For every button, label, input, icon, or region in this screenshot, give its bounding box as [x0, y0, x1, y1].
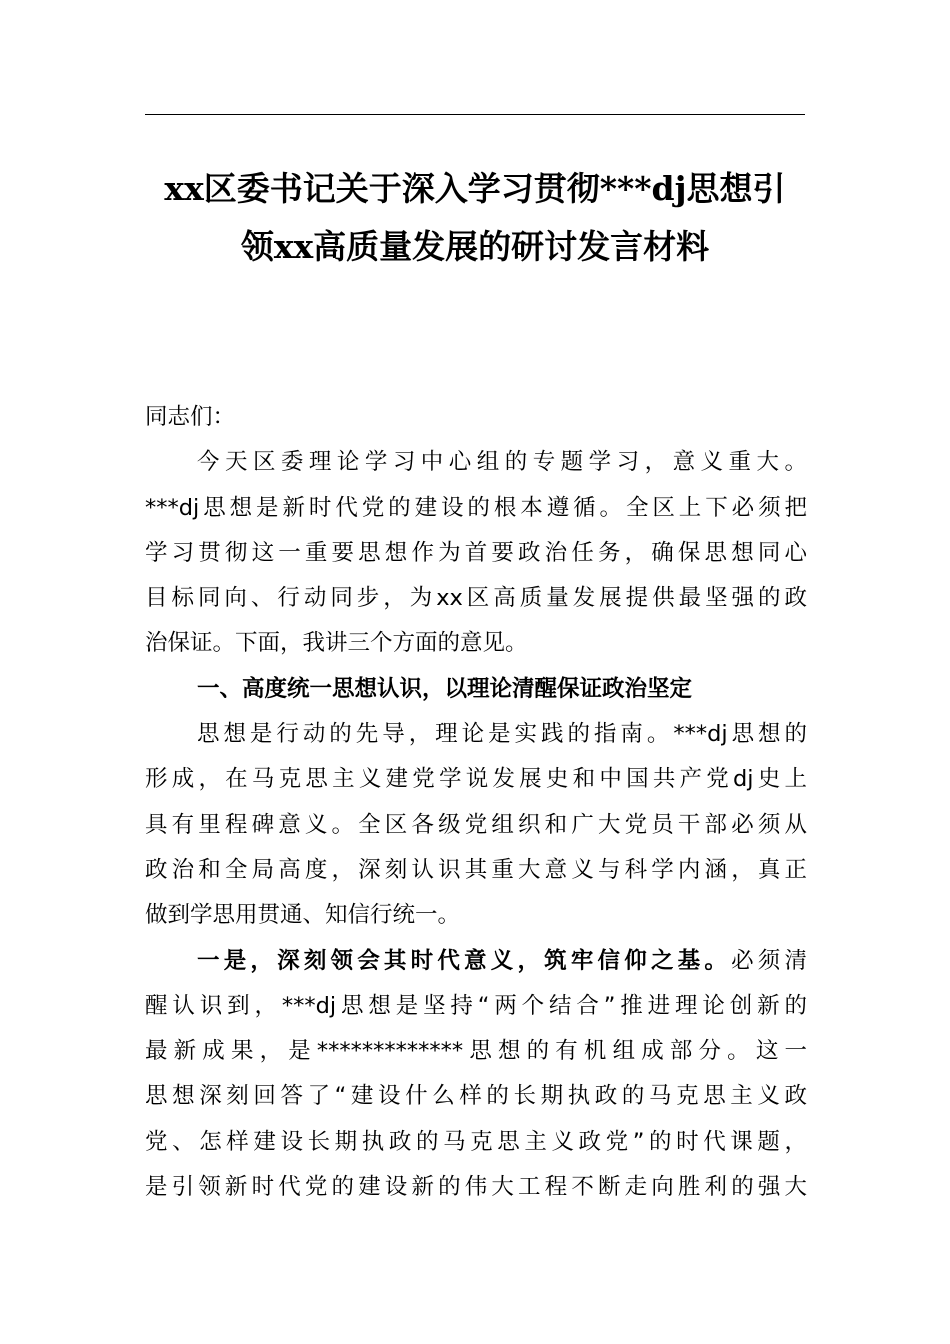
paragraph-2-line-1: 思想是行动的先导，理论是实践的指南。***dj思想的 — [197, 721, 807, 748]
paragraph-2-line-3: 具有里程碑意义。全区各级党组织和广大党员干部必须从 — [145, 811, 807, 838]
title-line-1: xx区委书记关于深入学习贯彻***dj思想引 — [164, 169, 786, 208]
paragraph-3-line-4: 思想深刻回答了“建设什么样的长期执政的马克思主义政 — [145, 1083, 807, 1110]
document-title — [145, 160, 805, 276]
paragraph-2-line-4: 政治和全局高度，深刻认识其重大意义与科学内涵，真正 — [145, 856, 807, 883]
paragraph-1-line-1: 今天区委理论学习中心组的专题学习，意义重大。 — [197, 449, 807, 476]
paragraph-2-line-5: 做到学思用贯通、知信行统一。 — [145, 902, 461, 929]
title-line-2: 领xx高质量发展的研讨发言材料 — [240, 227, 710, 266]
paragraph-1-line-3: 学习贯彻这一重要思想作为首要政治任务，确保思想同心 — [145, 539, 807, 566]
header-rule — [145, 114, 805, 115]
document-body — [145, 395, 807, 1210]
paragraph-3-line-3: 最新成果，是*************思想的有机组成部分。这一 — [145, 1038, 807, 1065]
paragraph-1-line-5: 治保证。下面，我讲三个方面的意见。 — [145, 630, 528, 657]
paragraph-1-line-4: 目标同向、行动同步，为xx区高质量发展提供最坚强的政 — [145, 585, 807, 612]
paragraph-3-line-2: 醒认识到，***dj思想是坚持“两个结合”推进理论创新的 — [145, 992, 807, 1019]
paragraph-3-line-6: 是引领新时代党的建设新的伟大工程不断走向胜利的强大 — [145, 1174, 807, 1201]
section-heading-1: 一、高度统一思想认识，以理论清醒保证政治坚定 — [197, 675, 693, 702]
paragraph-3-line-1 — [145, 939, 807, 984]
paragraph-2-line-2: 形成，在马克思主义建党学说发展史和中国共产党dj史上 — [145, 766, 807, 793]
paragraph-3-line-1-rest: 必须清 — [731, 947, 807, 974]
paragraph-3-line-5: 党、怎样建设长期执政的马克思主义政党”的时代课题， — [145, 1128, 807, 1155]
paragraph-1-line-2: ***dj思想是新时代党的建设的根本遵循。全区上下必须把 — [145, 494, 807, 521]
salutation: 同志们： — [145, 404, 236, 430]
paragraph-3-lead: 一是，深刻领会其时代意义，筑牢信仰之基。 — [197, 947, 732, 974]
